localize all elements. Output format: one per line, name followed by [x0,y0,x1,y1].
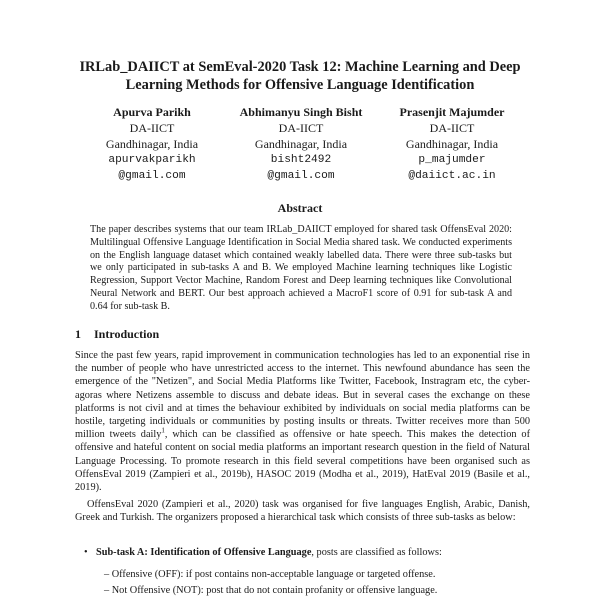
author-affiliation: DA-IICT [429,121,475,135]
author-1 [106,104,198,184]
sub-item-text: Not Offensive (NOT): post that do not contain profanity or offensive language. [111,585,438,596]
author-location: Gandhinagar, India [254,137,348,151]
subtask-label: Sub-task A: Identification of Offensive Language [96,547,312,558]
dash-icon: – [104,569,110,580]
author-email-user: apurvakparikh [108,154,196,166]
author-name: Prasenjit Majumder [399,105,505,119]
intro-text-part-1: Since the past few years, rapid improvement in communication technologies has led to an exponential rise in the number of people who have unrestricted access to the internet. This newfound abundance has seen the emergence of the "Netizen", and Social Media Platforms like Twitter, Facebook, Instragram etc, the cyber-agoras where Netizens assemble to discuss and debate ideas. But in several cases the exchange on these platforms is not civil and at times the behaviour exhibited by individuals on social media platforms can be hostile, targeting individuals or communities by posting insults or threats. Twitter receives more than 500 million tweets daily [75,350,530,441]
section-title: Introduction [94,327,160,341]
list-item [104,568,435,581]
dash-icon: – [104,585,110,596]
section-number: 1 [75,327,81,341]
intro-paragraph-2: OffensEval 2020 (Zampieri et al., 2020) task was organised for five languages English, Arabic, Danish, Greek and Turkish. The organizers proposed a hierarchical task which consists of three sub-tasks as below: [75,499,530,524]
intro-paragraph-1 [75,349,530,494]
abstract-text: The paper describes systems that our team IRLab_DAIICT employed for shared task OffensEval 2020: Multilingual Offensive Language Identification in Social Media shared task. We conducted experiments on the English language dataset which contained weakly labelled data. There were three sub-tasks but we only participated in sub-tasks A and B. We employed Machine learning techniques like Logistic Regression, Support Vector Machine, Random Forest and Deep learning techniques like Convolutional Neural Network and BERT. Our best approach achieved a MacroF1 score of 0.91 for sub-task A and 0.64 for sub-task B. [90,224,512,312]
author-name: Abhimanyu Singh Bisht [239,105,363,119]
sub-item-text: Offensive (OFF): if post contains non-acceptable language or targeted offense. [111,569,436,580]
author-name: Apurva Parikh [113,105,191,119]
abstract-heading: Abstract [277,201,323,215]
subtask-description: , posts are classified as follows: [311,547,442,558]
section-heading [75,327,159,342]
author-email-domain: @gmail.com [118,170,186,182]
author-email-user: bisht2492 [270,154,332,166]
author-email-user: p_majumder [418,154,486,166]
intro-text-part-2: , which can be classified as offensive or hate speech. This makes the detection of offensive and hateful content on social media platforms an important research question in the field of Natural Language Processing. To promote research in this field several competitions have been organised such as OffensEval 2019 (Zampieri et al., 2019b), HASOC 2019 (Modha et al., 2019), HatEval 2019 (Basile et al., 2019). [75,429,531,494]
list-item [104,584,437,597]
footnote-mark[interactable]: 1 [161,426,165,435]
bullet-icon: • [84,547,88,558]
author-email-domain: @daiict.ac.in [408,170,496,182]
author-location: Gandhinagar, India [105,137,199,151]
author-affiliation: DA-IICT [278,121,324,135]
list-item [84,546,442,559]
paper-title: IRLab_DAIICT at SemEval-2020 Task 12: Machine Learning and Deep Learning Methods for Offensive Language Identification [79,59,521,93]
author-location: Gandhinagar, India [405,137,499,151]
author-email-domain: @gmail.com [267,170,335,182]
author-2 [240,104,363,184]
author-3 [400,104,505,184]
author-affiliation: DA-IICT [129,121,175,135]
